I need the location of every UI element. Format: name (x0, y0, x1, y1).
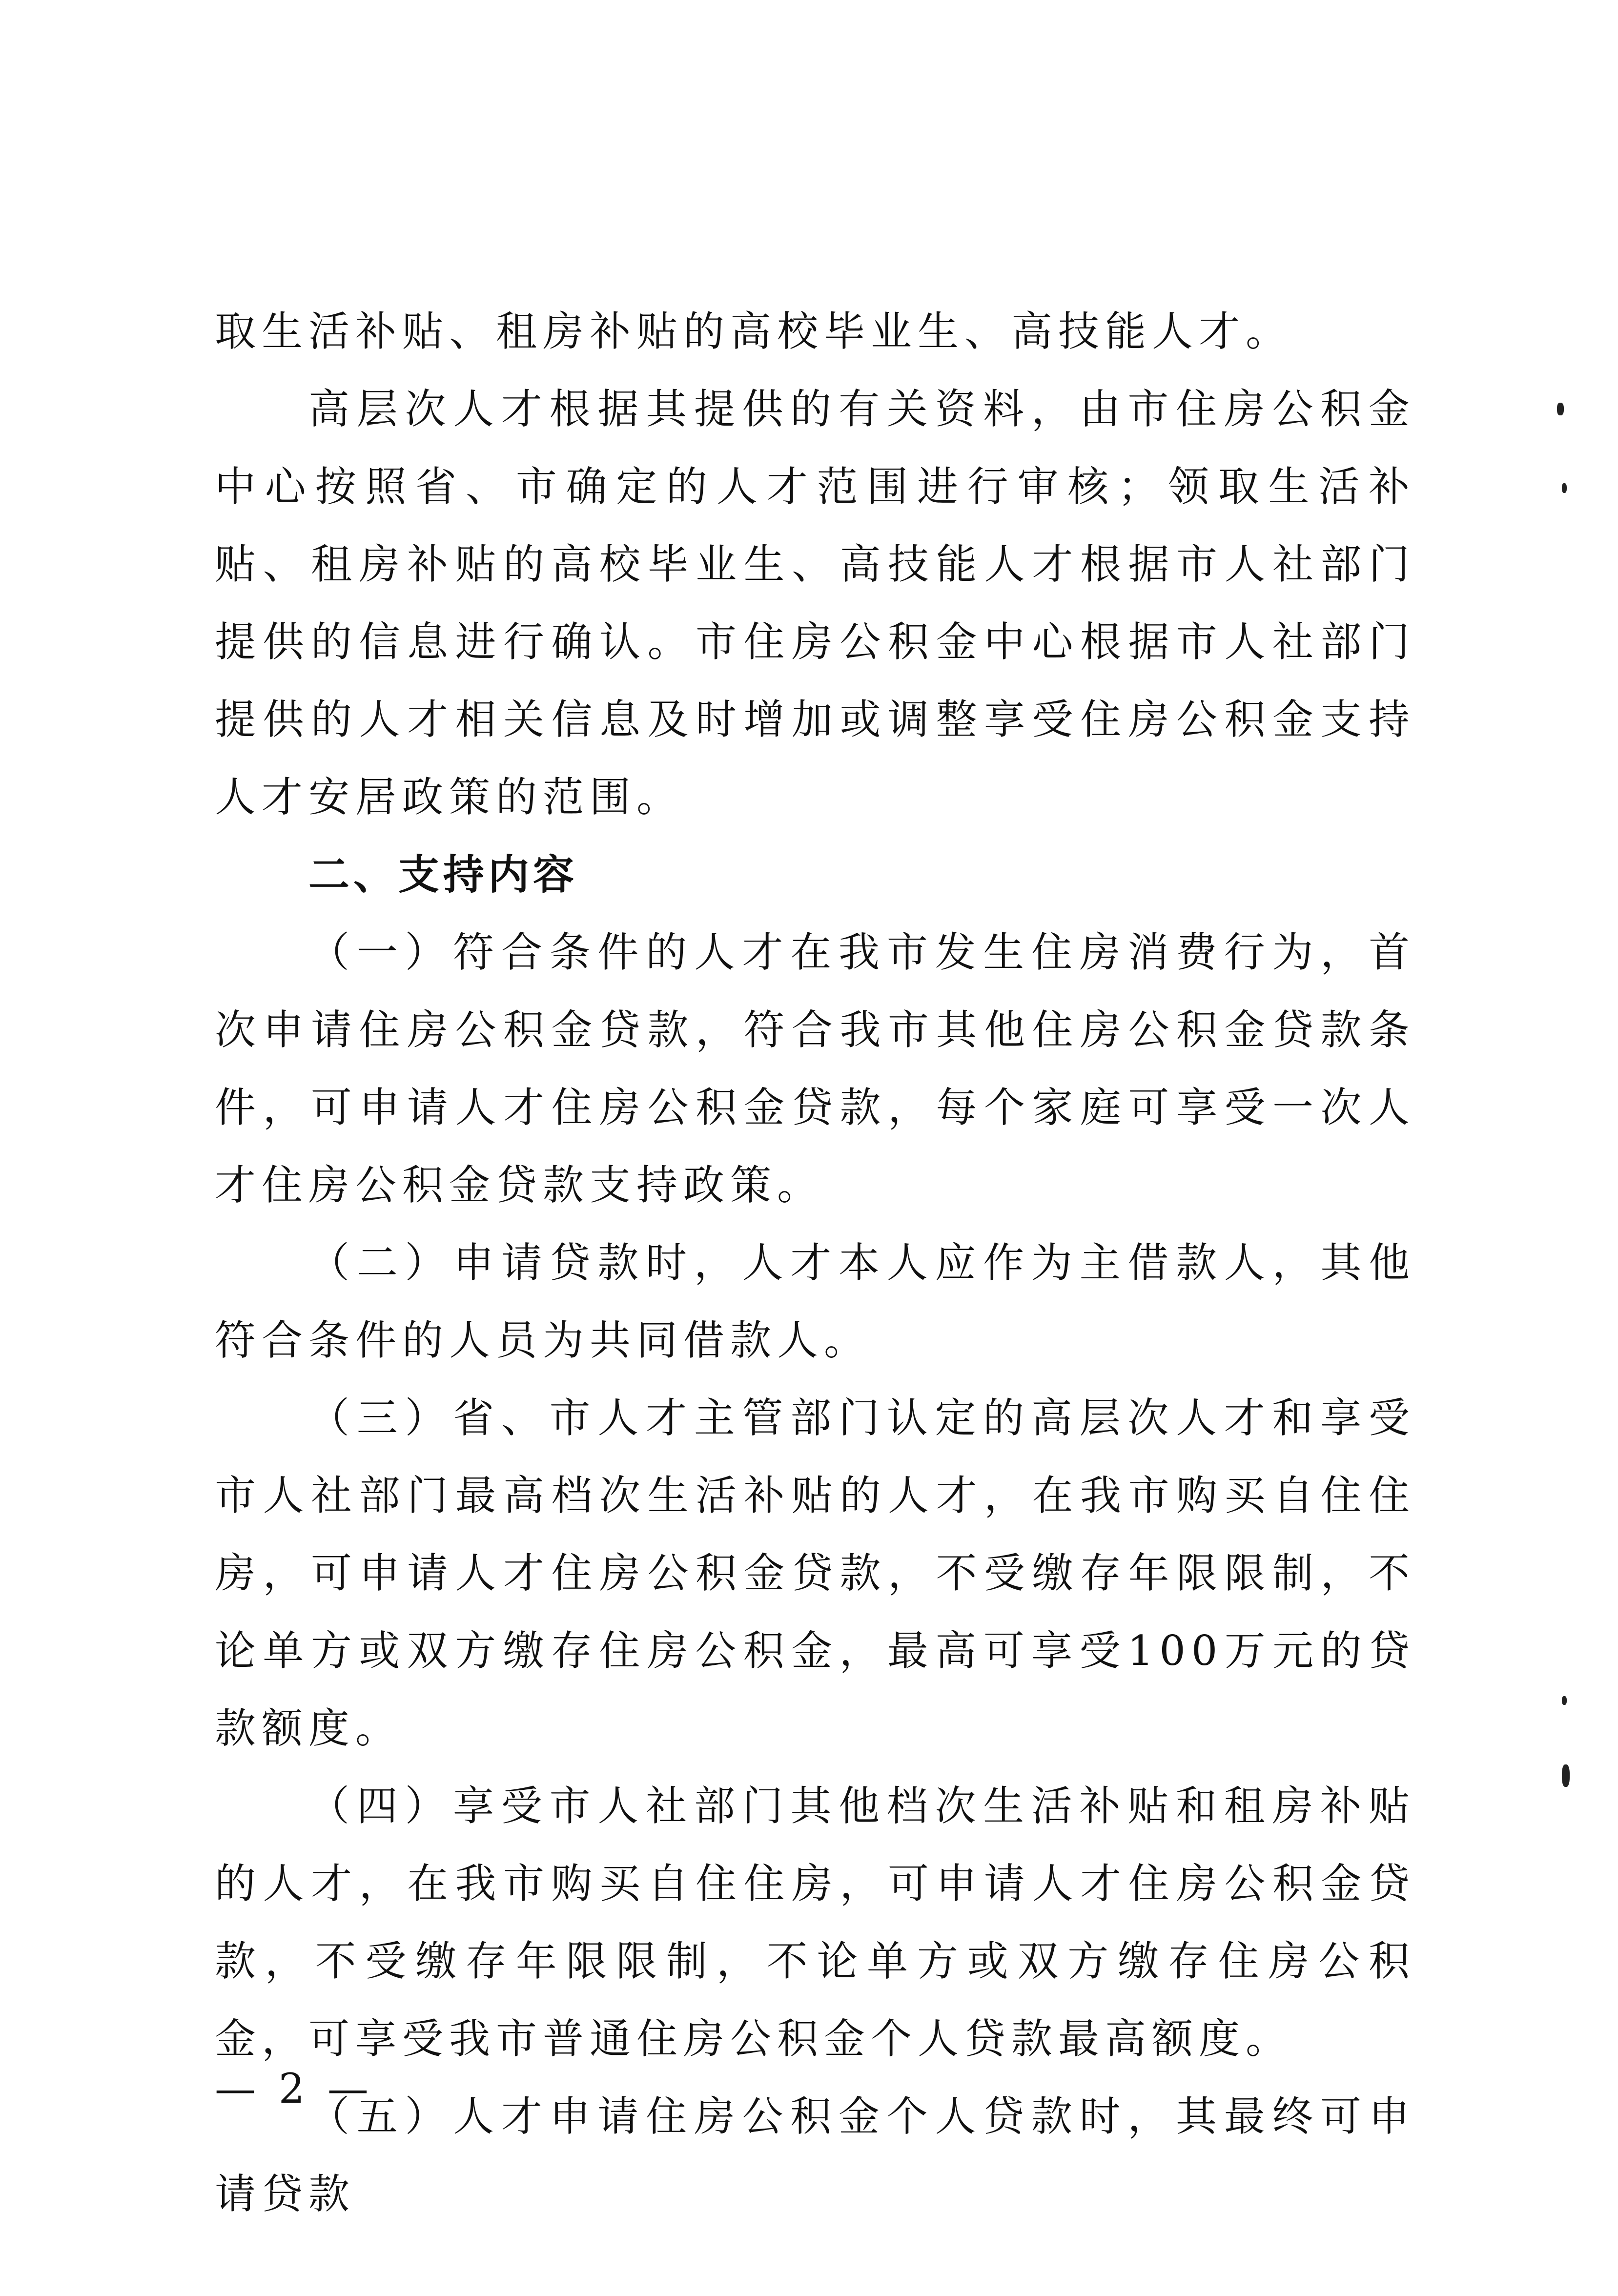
support-item-5: （五）人才申请住房公积金个人贷款时，其最终可申请贷款 (215, 2092, 1415, 2218)
support-item-1: （一）符合条件的人才在我市发生住房消费行为，首次申请住房公积金贷款，符合我市其他住房公积金贷款条件，可申请人才住房公积金贷款，每个家庭可享受一次人才住房公积金贷款支持政策。 (215, 928, 1415, 1209)
scan-speck (1557, 403, 1564, 415)
paragraph-review-process: 高层次人才根据其提供的有关资料，由市住房公积金中心按照省、市确定的人才范围进行审核；领取生活补贴、租房补贴的高校毕业生、高技能人才根据市人社部门提供的信息进行确认。市住房公积金中心根据市人社部门提供的人才相关信息及时增加或调整享受住房公积金支持人才安居政策的范围。 (215, 385, 1415, 821)
scan-speck (1562, 483, 1567, 493)
page-number: — 2 — (215, 2065, 373, 2112)
section-heading: 二、支持内容 (308, 851, 578, 899)
scan-speck (1562, 1764, 1570, 1787)
paragraph-continuation: 取生活补贴、租房补贴的高校毕业生、高技能人才。 (215, 308, 1293, 355)
scan-speck (1562, 1696, 1567, 1705)
document-body (215, 293, 1415, 2233)
support-item-3: （三）省、市人才主管部门认定的高层次人才和享受市人社部门最高档次生活补贴的人才，在我市购买自住住房，可申请人才住房公积金贷款，不受缴存年限限制，不论单方或双方缴存住房公积金，最高可享受100万元的贷款额度。 (215, 1394, 1415, 1752)
support-item-2: （二）申请贷款时，人才本人应作为主借款人，其他符合条件的人员为共同借款人。 (215, 1239, 1415, 1364)
support-item-4: （四）享受市人社部门其他档次生活补贴和租房补贴的人才，在我市购买自住住房，可申请人才住房公积金贷款，不受缴存年限限制，不论单方或双方缴存住房公积金，可享受我市普通住房公积金个人贷款最高额度。 (215, 1782, 1415, 2063)
